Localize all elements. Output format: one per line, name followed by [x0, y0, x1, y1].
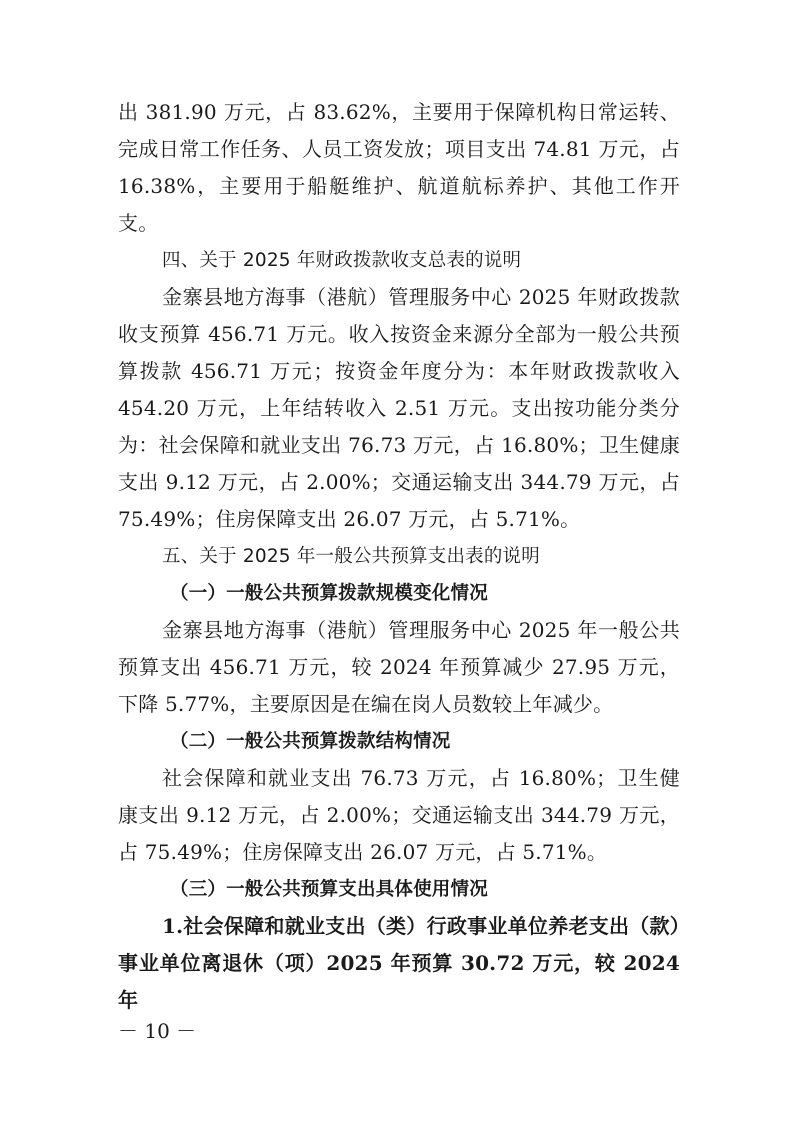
paragraph-scale-change: 金寨县地方海事（港航）管理服务中心 2025 年一般公共预算支出 456.71 万元，较 2024 年预算减少 27.95 万元，下降 5.77%，主要原因是在编在岗人员数较上年减少。: [118, 618, 680, 716]
subheading-structure: （二）一般公共预算拨款结构情况: [170, 731, 451, 752]
paragraph-social-security-item: 1.社会保障和就业支出（类）行政事业单位养老支出（款）事业单位离退休（项）2025 年预算 30.72 万元，较 2024 年: [118, 914, 680, 1012]
paragraph-fiscal-summary: 金寨县地方海事（港航）管理服务中心 2025 年财政拨款收支预算 456.71 万元。收入按资金来源分全部为一般公共预算拨款 456.71 万元；按资金年度分为：本年财政拨款收入 454.20 万元，上年结转收入 2.51 万元。支出按功能分类分为：社会保障和就业支出 76.73 万元，占 16.80%；卫生健康支出 9.12 万元，占 2.00%；交通运输支出 344.79 万元，占 75.49%；住房保障支出 26.07 万元，占 5.71%。: [118, 285, 680, 531]
paragraph-continued-expenditure: 出 381.90 万元，占 83.62%，主要用于保障机构日常运转、完成日常工作任务、人员工资发放；项目支出 74.81 万元，占 16.38%，主要用于船艇维护、航道航标养护、其他工作开支。: [118, 100, 680, 235]
paragraph-structure: 社会保障和就业支出 76.73 万元，占 16.80%；卫生健康支出 9.12 万元，占 2.00%；交通运输支出 344.79 万元，占 75.49%；住房保障支出 26.07 万元，占 5.71%。: [118, 766, 680, 864]
subheading-specific-use: （三）一般公共预算支出具体使用情况: [170, 879, 488, 900]
document-body: [118, 94, 680, 1019]
section-heading-5: 五、关于 2025 年一般公共预算支出表的说明: [162, 546, 540, 567]
section-heading-4: 四、关于 2025 年财政拨款收支总表的说明: [162, 250, 522, 271]
page-number: － 10 －: [118, 1019, 197, 1043]
subheading-scale-change: （一）一般公共预算拨款规模变化情况: [170, 583, 488, 604]
